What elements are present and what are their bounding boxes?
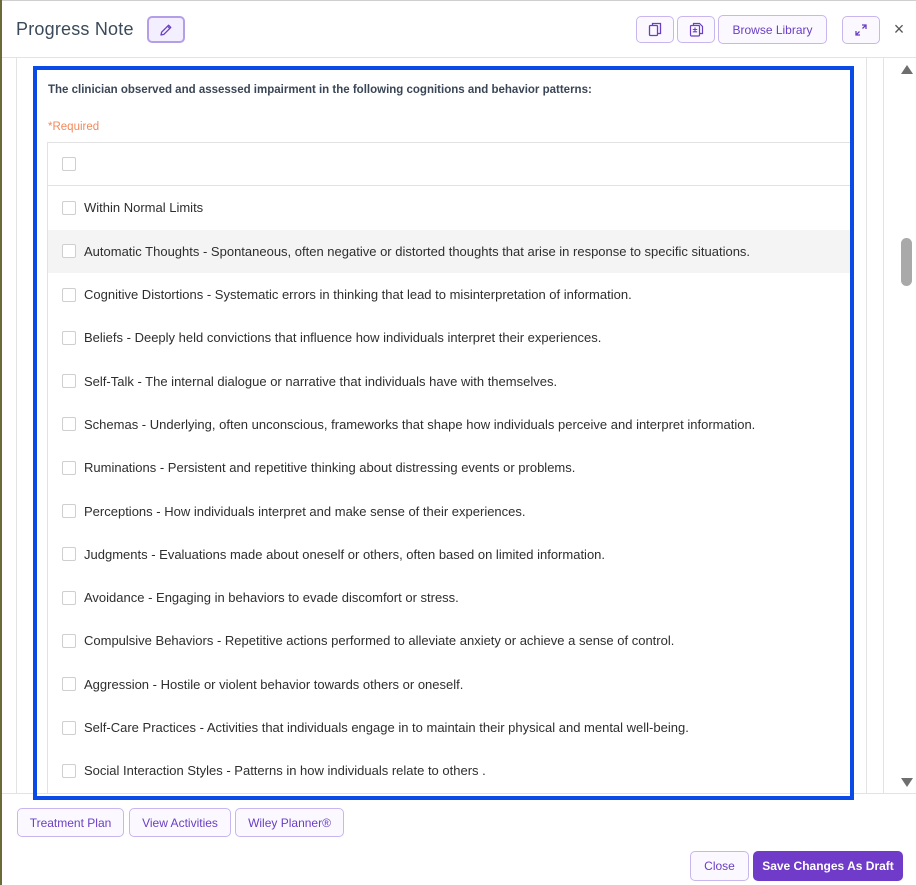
select-all-row[interactable] [48,143,850,186]
checkbox-list [47,142,850,794]
view-activities-button[interactable]: View Activities [129,808,231,837]
option-label: Social Interaction Styles - Patterns in how individuals relate to others . [84,763,486,779]
list-item[interactable] [48,663,850,706]
checkbox-icon[interactable] [62,417,76,431]
checkbox-icon[interactable] [62,331,76,345]
list-item[interactable] [48,230,850,273]
option-label: Judgments - Evaluations made about oneself or others, often based on limited information. [84,546,606,562]
treatment-plan-button[interactable]: Treatment Plan [17,808,124,837]
paste-document-button[interactable] [677,16,715,43]
option-label: Automatic Thoughts - Spontaneous, often negative or distorted thoughts that arise in response to specific situations. [84,243,751,259]
question-label: The clinician observed and assessed impairment in the following cognitions and behavior patterns: [48,84,592,96]
close-icon[interactable]: × [893,19,905,39]
option-label: Self-Care Practices - Activities that individuals engage in to maintain their physical and mental well-being. [84,720,689,735]
right-divider [866,58,867,793]
option-label: Schemas - Underlying, often unconscious, frameworks that shape how individuals perceive and interpret information. [84,416,756,432]
checkbox-icon[interactable] [62,461,76,475]
page-title: Progress Note [16,19,134,39]
checkbox-icon[interactable] [62,201,76,215]
option-label: Avoidance - Engaging in behaviors to evade discomfort or stress. [84,590,459,606]
option-label: Beliefs - Deeply held convictions that influence how individuals interpret their experiences. [84,330,602,346]
scrollbar-track-divider [883,58,884,793]
checkbox-icon[interactable] [62,634,76,648]
modal-header [2,1,916,58]
footer-divider [2,793,916,794]
list-item[interactable] [48,749,850,792]
list-item[interactable] [48,489,850,532]
option-label: Ruminations - Persistent and repetitive thinking about distressing events or problems. [84,460,576,476]
close-button[interactable]: Close [690,851,749,881]
scroll-down-arrow-icon[interactable] [900,777,914,789]
checkbox-icon[interactable] [62,374,76,388]
backdrop-edge [0,0,2,885]
option-label: Within Normal Limits [84,200,204,216]
list-item[interactable] [48,403,850,446]
list-item[interactable] [48,186,850,229]
checkbox-icon[interactable] [62,721,76,735]
copy-icon [648,22,662,37]
option-label: Compulsive Behaviors - Repetitive actions performed to alleviate anxiety or achieve a sense of control. [84,633,675,649]
checkbox-icon[interactable] [62,764,76,778]
option-label: Perceptions - How individuals interpret and make sense of their experiences. [84,503,526,519]
list-item[interactable] [48,576,850,619]
edit-title-button[interactable] [147,16,185,43]
option-label: Aggression - Hostile or violent behavior towards others or oneself. [84,676,464,692]
required-indicator: *Required [48,121,100,133]
list-item[interactable] [48,706,850,749]
copy-button[interactable] [636,16,674,43]
select-all-checkbox[interactable] [62,157,76,171]
browse-library-button[interactable]: Browse Library [718,15,827,44]
list-item[interactable] [48,446,850,489]
list-item[interactable] [48,316,850,359]
scroll-up-arrow-icon[interactable] [900,63,914,75]
edit-pencil-icon [159,23,173,37]
list-item[interactable] [48,619,850,662]
scrollbar-thumb[interactable] [901,238,912,286]
wiley-planner-button[interactable]: Wiley Planner® [235,808,344,837]
checkbox-icon[interactable] [62,504,76,518]
paste-document-icon [689,22,704,37]
save-draft-button[interactable]: Save Changes As Draft [753,851,903,881]
expand-icon [855,24,867,36]
checkbox-icon[interactable] [62,547,76,561]
checkbox-icon[interactable] [62,244,76,258]
list-item[interactable] [48,273,850,316]
list-item[interactable] [48,533,850,576]
option-label: Cognitive Distortions - Systematic errors in thinking that lead to misinterpretation of information. [84,287,632,303]
checkbox-icon[interactable] [62,591,76,605]
expand-button[interactable] [842,16,880,44]
list-item[interactable] [48,359,850,402]
checkbox-icon[interactable] [62,677,76,691]
checkbox-icon[interactable] [62,288,76,302]
option-label: Self-Talk - The internal dialogue or narrative that individuals have with themselves. [84,373,558,389]
left-divider [16,58,17,793]
